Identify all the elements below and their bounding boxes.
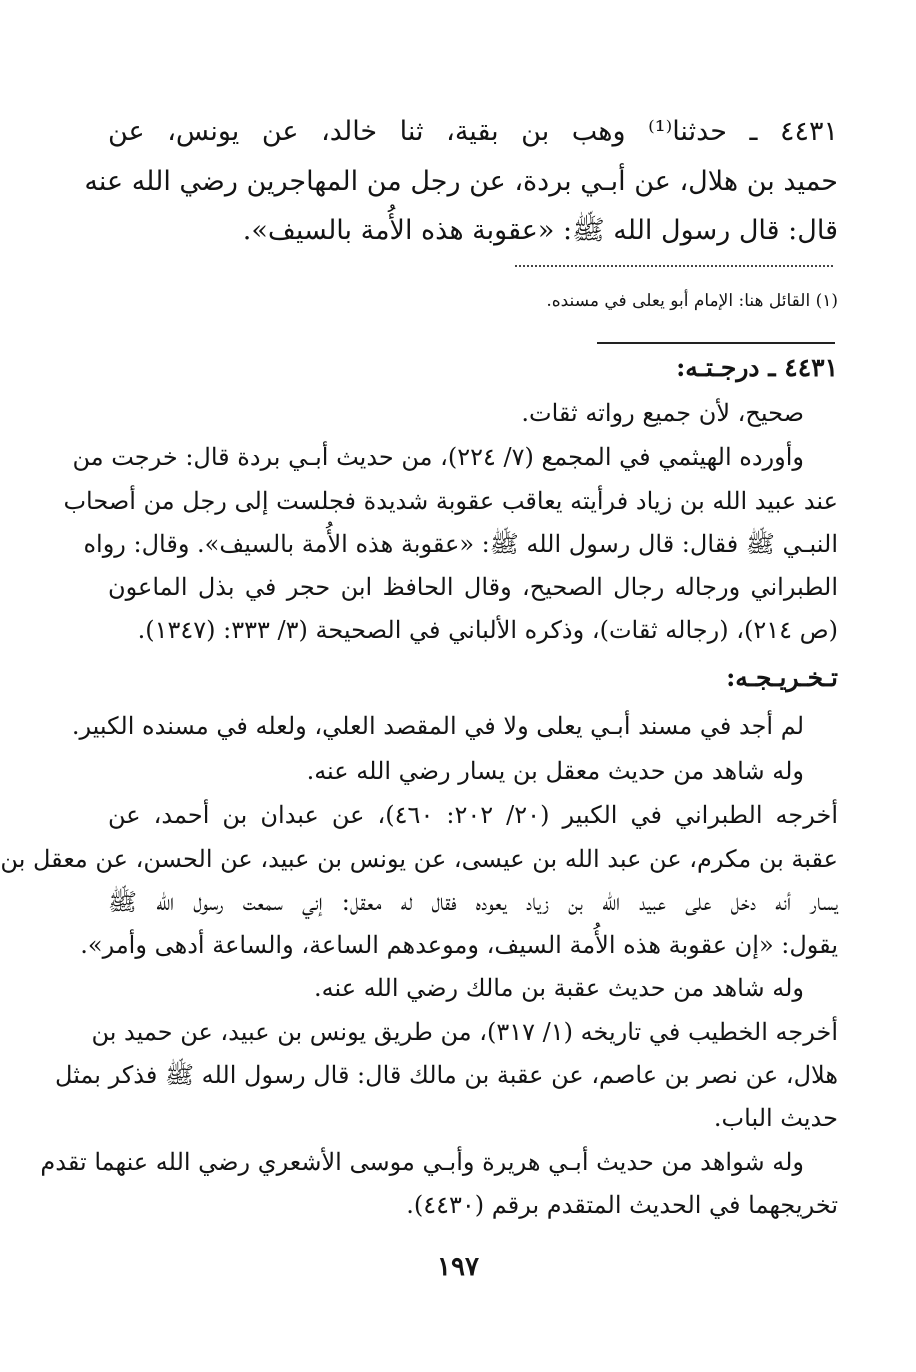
grading-line: وأورده الهيثمي في المجمع (٧/ ٢٢٤)، من حديث أبـي بردة قال: خرجت من (72, 443, 804, 471)
grading-line: (ص ٢١٤)، (رجاله ثقات)، وذكره الألباني في الصحيحة (٣/ ٣٣٣: (١٣٤٧). (137, 616, 838, 644)
takhrij-line: أخرجه الطبراني في الكبير (٢٠/ ٢٠٢: ٤٦٠)، عن عبدان بن أحمد، عن (108, 801, 839, 829)
takhrij-line: وله شاهد من حديث معقل بن يسار رضي الله عنه. (306, 757, 804, 785)
grading-line: النبـي ﷺ فقال: قال رسول الله ﷺ: «عقوبة هذه الأُمة بالسيف». وقال: رواه (83, 530, 838, 558)
takhrij-heading: تـخـريـجـه: (726, 663, 838, 692)
grading-heading: ٤٤٣١ ـ درجـتـه: (676, 353, 838, 382)
section-divider (597, 342, 835, 344)
footnote-text: (١) القائل هنا: الإمام أبو يعلى في مسنده. (546, 291, 838, 311)
takhrij-line: يسار أنه دخل على عبيد الله بن زياد يعوده فقال له معقل: إني سمعت رسول الله ﷺ (108, 888, 838, 916)
takhrij-line: تخريجهما في الحديث المتقدم برقم (٤٤٣٠). (406, 1191, 838, 1219)
hadith-line-2: حميد بن هلال، عن أبـي بردة، عن رجل من المهاجرين رضي الله عنه (84, 166, 838, 197)
takhrij-line: حديث الباب. (713, 1104, 838, 1132)
page-number: ١٩٧ (437, 1252, 479, 1282)
grading-line: عند عبيد الله بن زياد فرأيته يعاقب عقوبة شديدة فجلست إلى رجل من أصحاب (63, 487, 838, 515)
footnote-separator (515, 265, 833, 267)
grading-line: صحيح، لأن جميع رواته ثقات. (521, 399, 804, 427)
takhrij-line: وله شاهد من حديث عقبة بن مالك رضي الله عنه. (314, 974, 804, 1002)
takhrij-line: هلال، عن نصر بن عاصم، عن عقبة بن مالك قال: قال رسول الله ﷺ فذكر بمثل (55, 1061, 838, 1089)
takhrij-line: عقبة بن مكرم، عن عبد الله بن عيسى، عن يونس بن عبيد، عن الحسن، عن معقل بن (0, 845, 838, 873)
grading-line: الطبراني ورجاله رجال الصحيح، وقال الحافظ ابن حجر في بذل الماعون (108, 573, 838, 601)
takhrij-line: وله شواهد من حديث أبـي هريرة وأبـي موسى الأشعري رضي الله عنهما تقدم (40, 1148, 804, 1176)
takhrij-line: أخرجه الخطيب في تاريخه (١/ ٣١٧)، من طريق يونس بن عبيد، عن حميد بن (91, 1018, 838, 1046)
hadith-line-1: ٤٤٣١ ـ حدثنا⁽¹⁾ وهب بن بقية، ثنا خالد، عن يونس، عن (108, 116, 838, 147)
takhrij-line: يقول: «إن عقوبة هذه الأُمة السيف، وموعدهم الساعة، والساعة أدهى وأمر». (80, 931, 838, 959)
hadith-line-3: قال: قال رسول الله ﷺ: «عقوبة هذه الأُمة بالسيف». (242, 215, 838, 246)
takhrij-line: لم أجد في مسند أبـي يعلى ولا في المقصد العلي، ولعله في مسنده الكبير. (71, 712, 804, 740)
